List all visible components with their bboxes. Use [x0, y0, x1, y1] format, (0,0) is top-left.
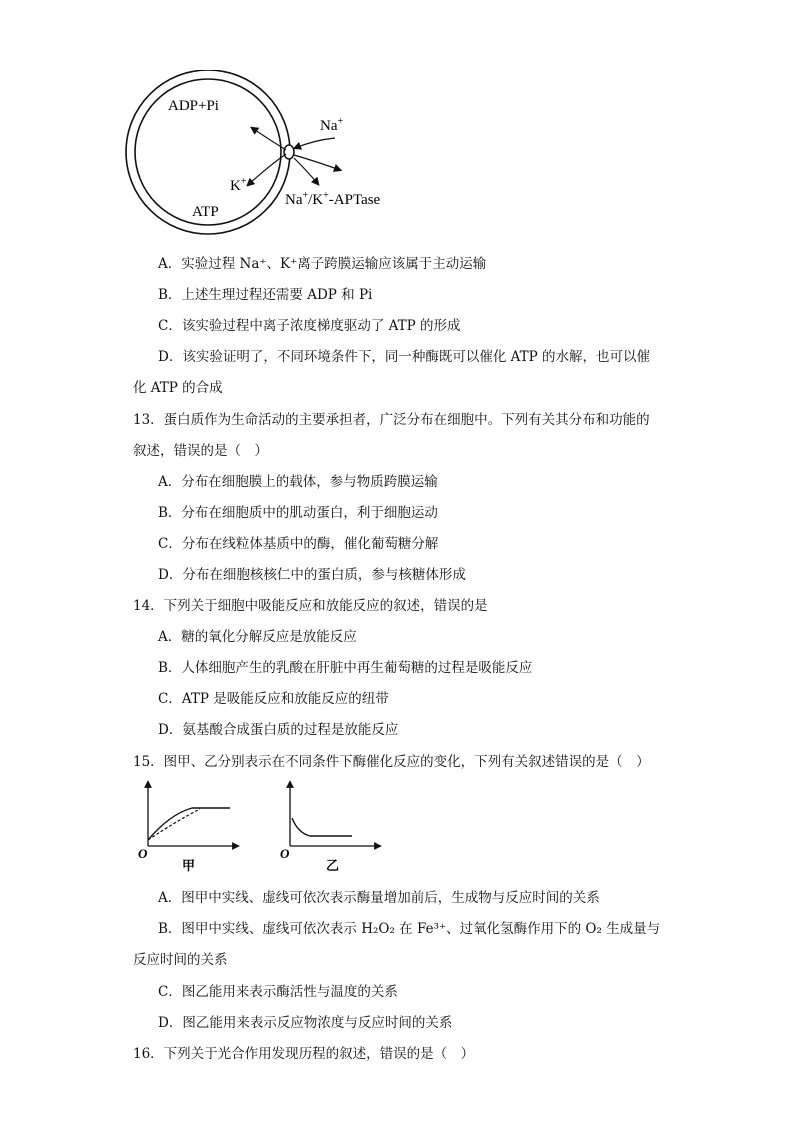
q12-option-d-cont: 化 ATP 的合成 [133, 380, 223, 396]
q15-option-b: B．图甲中实线、虚线可依次表示 H₂O₂ 在 Fe³⁺、过氧化氢酶作用下的 O₂ 生成量与 [158, 921, 661, 937]
graph-a-label: 甲 [182, 858, 196, 873]
q12-option-a: A．实验过程 Na⁺、K⁺离子跨膜运输应该属于主动运输 [158, 256, 487, 272]
atp-label: ATP [192, 204, 219, 220]
q16-stem: 16．下列关于光合作用发现历程的叙述，错误的是（ ） [133, 1046, 475, 1062]
cell-membrane-diagram [120, 70, 440, 240]
q15-stem: 15．图甲、乙分别表示在不同条件下酶催化反应的变化，下列有关叙述错误的是（ ） [133, 754, 650, 770]
q15-graphs [130, 778, 390, 878]
q15-option-b-cont: 反应时间的关系 [133, 952, 228, 968]
na-arrow [295, 138, 335, 148]
q13-option-b: B．分布在细胞质中的肌动蛋白，利于细胞运动 [158, 505, 438, 521]
q14-option-a: A．糖的氧化分解反应是放能反应 [158, 629, 357, 645]
q14-option-b: B．人体细胞产生的乳酸在肝脏中再生葡萄糖的过程是吸能反应 [158, 660, 533, 676]
atpase-pump [284, 145, 294, 159]
q12-option-d: D．该实验证明了，不同环境条件下，同一种酶既可以催化 ATP 的水解，也可以催 [158, 349, 651, 365]
adp-arrow [252, 128, 286, 150]
graph-a-dashed-curve [148, 809, 200, 840]
k-label: K+ [230, 176, 247, 194]
q12-option-b: B．上述生理过程还需要 ADP 和 Pi [158, 287, 373, 303]
q13-option-c: C．分布在线粒体基质中的酶，催化葡萄糖分解 [158, 536, 439, 552]
graph-b-curve [292, 818, 352, 836]
q14-option-d: D．氨基酸合成蛋白质的过程是放能反应 [158, 722, 399, 738]
q14-stem: 14．下列关于细胞中吸能反应和放能反应的叙述，错误的是 [133, 598, 488, 614]
graph-b-origin: O [280, 846, 290, 861]
q15-option-a: A．图甲中实线、虚线可依次表示酶量增加前后，生成物与反应时间的关系 [158, 890, 600, 906]
graph-a-solid-curve [148, 808, 230, 840]
graph-a-origin: O [138, 846, 148, 861]
q13-option-d: D．分布在细胞核核仁中的蛋白质，参与核糖体形成 [158, 567, 466, 583]
k-arrow-in [294, 158, 318, 184]
q13-stem-line1: 13．蛋白质作为生命活动的主要承担者，广泛分布在细胞中。下列有关其分布和功能的 [133, 412, 650, 428]
q13-option-a: A．分布在细胞膜上的载体，参与物质跨膜运输 [158, 474, 438, 490]
atp-arrow-in [248, 154, 286, 185]
q13-stem-line2: 叙述，错误的是（ ） [133, 443, 268, 459]
na-label: Na+ [320, 116, 344, 134]
enzyme-label: Na+/K+-APTase [285, 190, 381, 208]
k-arrow-out [294, 155, 340, 170]
q14-option-c: C．ATP 是吸能反应和放能反应的纽带 [158, 691, 389, 707]
graph-b-label: 乙 [326, 858, 340, 873]
q15-option-d: D．图乙能用来表示反应物浓度与反应时间的关系 [158, 1015, 453, 1031]
q15-option-c: C．图乙能用来表示酶活性与温度的关系 [158, 984, 398, 1000]
q12-option-c: C．该实验过程中离子浓度梯度驱动了 ATP 的形成 [158, 318, 461, 334]
adp-label: ADP+Pi [168, 98, 219, 114]
